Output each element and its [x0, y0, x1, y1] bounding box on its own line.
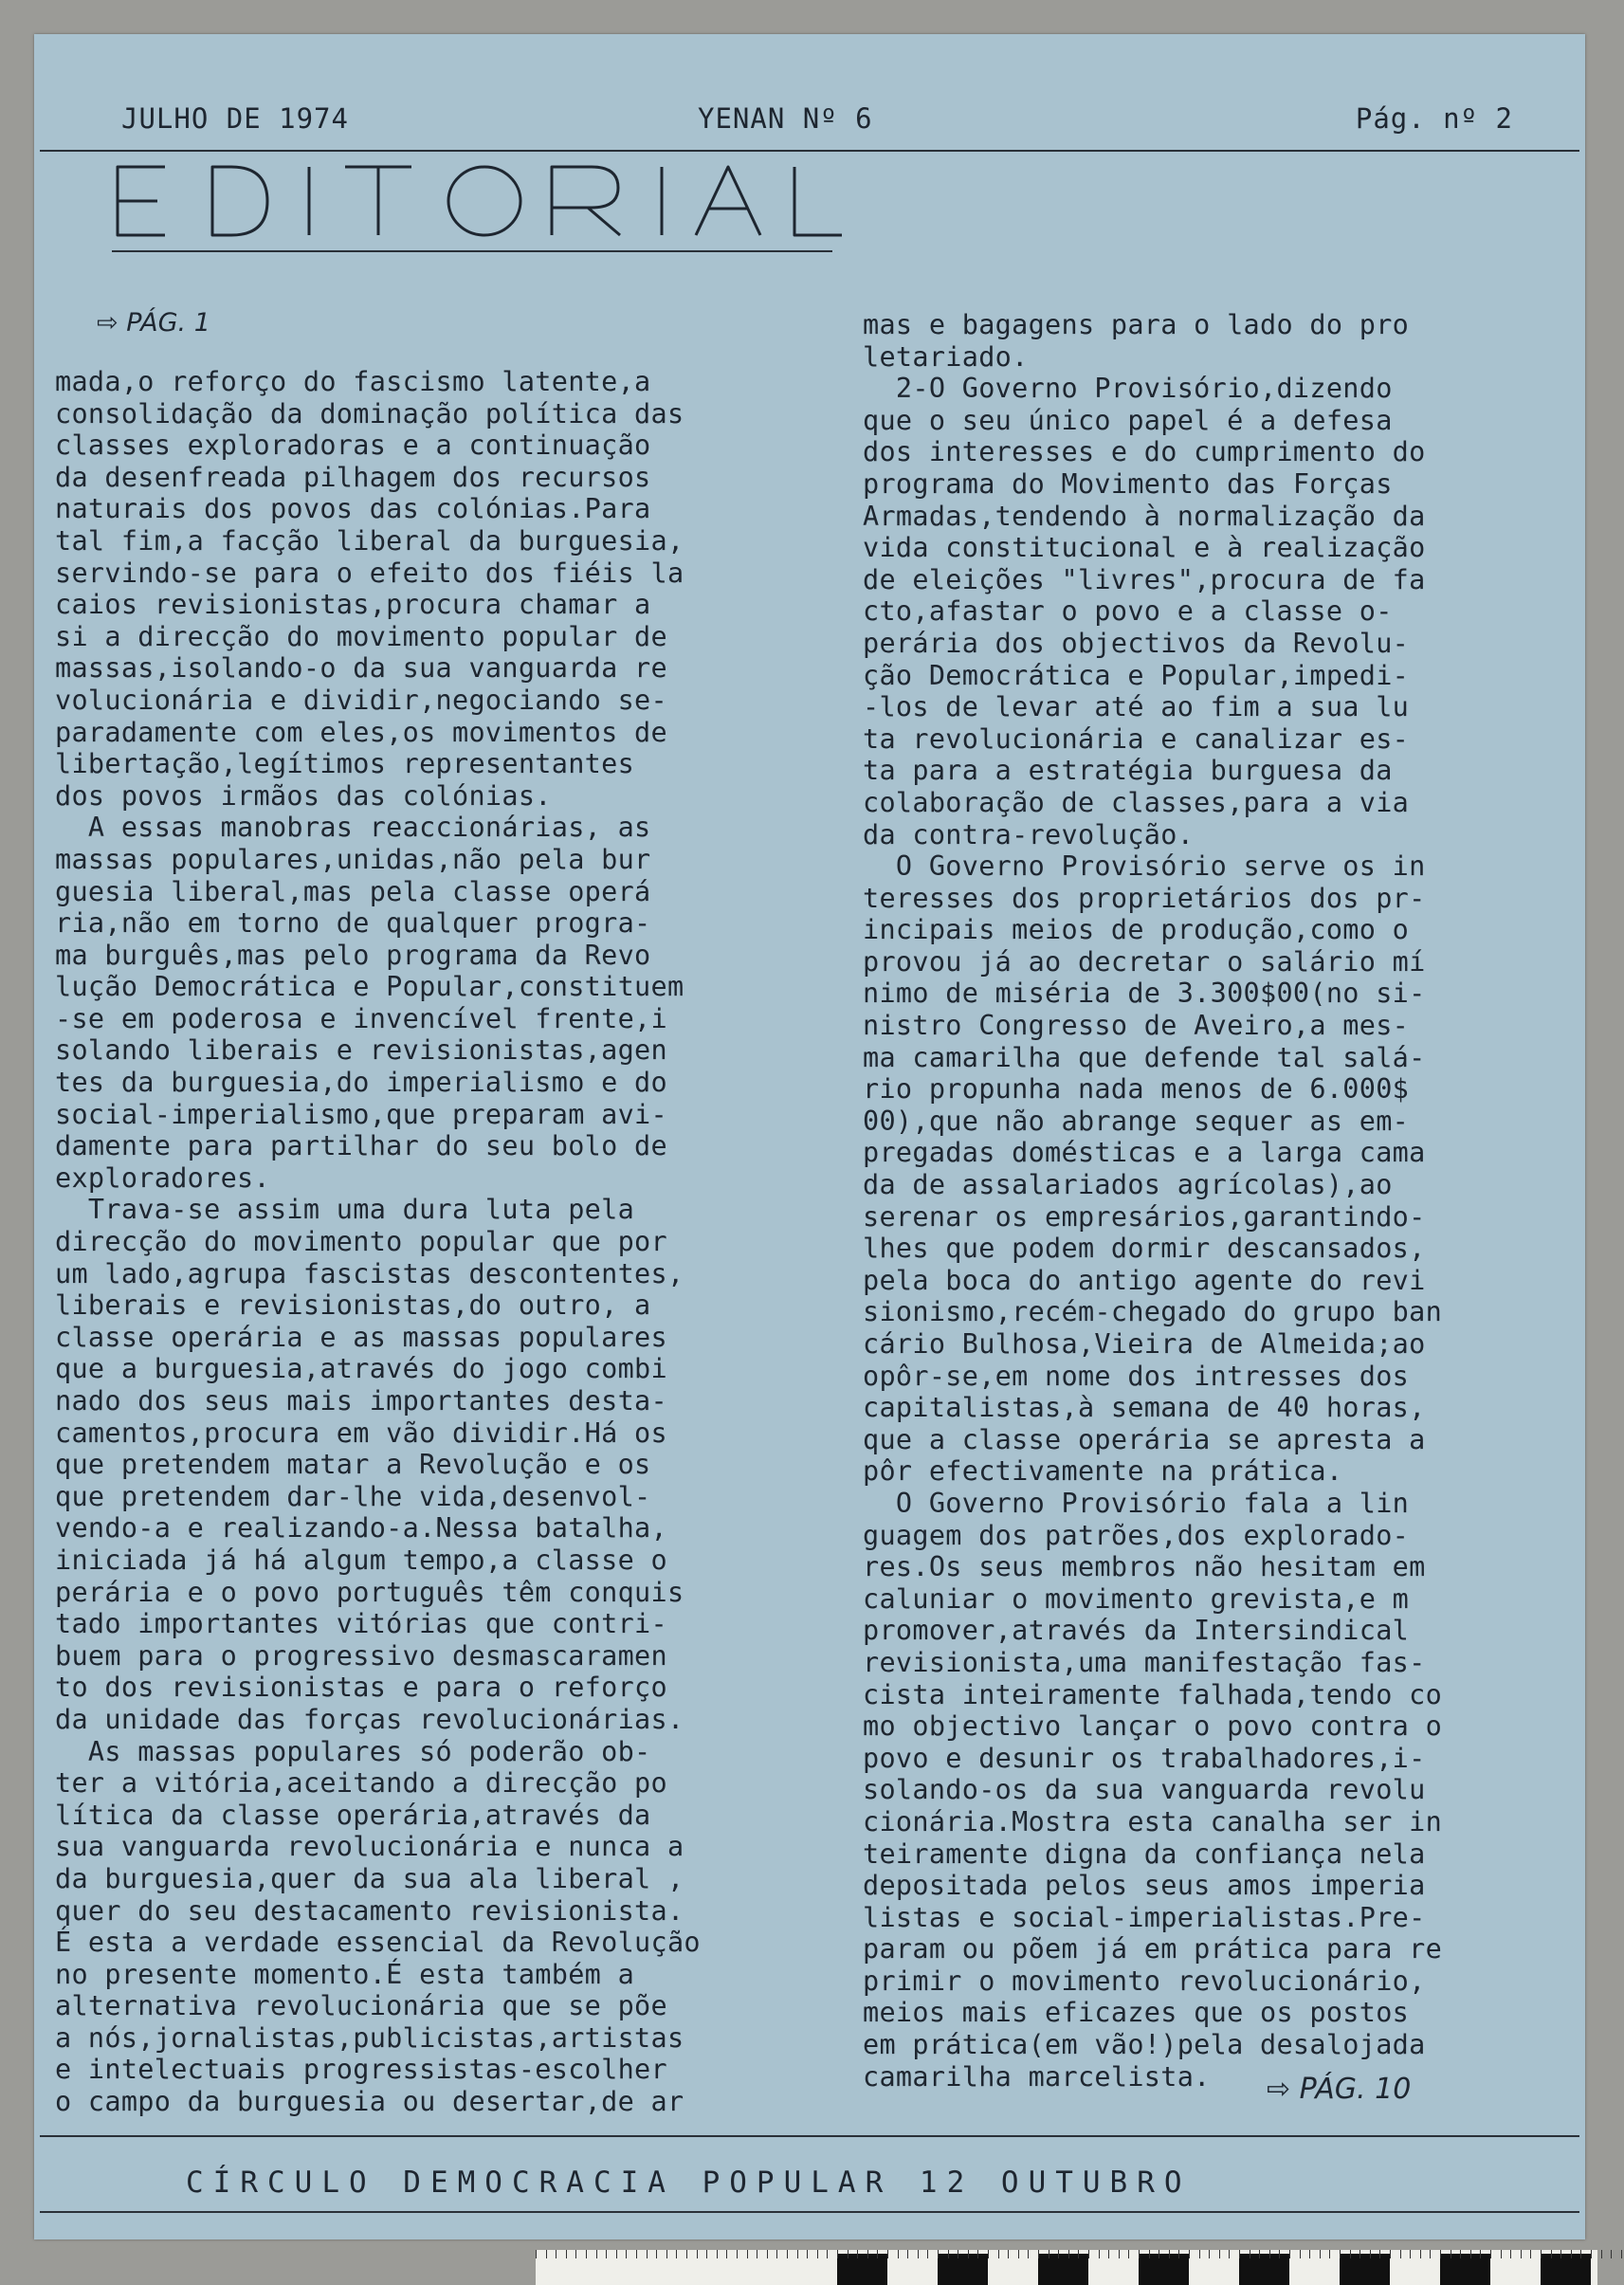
text-line: vida constitucional e à realização: [863, 532, 1426, 564]
text-line: vendo-a e realizando-a.Nessa batalha,: [55, 1512, 667, 1545]
text-line: e intelectuais progressistas-escolher: [55, 2054, 667, 2086]
text-line: direcção do movimento popular que por: [55, 1226, 667, 1258]
text-line: da de assalariados agrícolas),ao: [863, 1169, 1393, 1201]
ruler-tick: [1239, 2250, 1240, 2258]
newspaper-page: [34, 34, 1585, 2239]
ruler-tick: [1178, 2250, 1179, 2258]
ruler-tick: [1068, 2250, 1069, 2258]
ruler-tick: [596, 2250, 597, 2258]
text-line: serenar os empresários,garantindo-: [863, 1200, 1426, 1233]
text-line: cário Bulhosa,Vieira de Almeida;ao: [863, 1328, 1426, 1360]
ruler-tick: [918, 2250, 919, 2258]
text-line: paradamente com eles,os movimentos de: [55, 716, 667, 748]
text-line: ta para a estratégia burguesa da: [863, 755, 1393, 787]
text-line: buem para o progressivo desmascaramen: [55, 1639, 667, 1672]
ruler-tick: [1219, 2250, 1220, 2258]
ruler-tick: [626, 2250, 627, 2258]
text-line: cionária.Mostra esta canalha ser in: [863, 1805, 1443, 1837]
text-line: da desenfreada pilhagem dos recursos: [55, 461, 651, 493]
ruler-tick: [857, 2250, 858, 2258]
ruler-tick: [1400, 2250, 1401, 2258]
ruler-tick: [1329, 2250, 1330, 2258]
ruler-tick: [1309, 2250, 1310, 2258]
text-line: nistro Congresso de Aveiro,a mes-: [863, 1010, 1410, 1042]
ruler-tick: [887, 2250, 888, 2258]
ruler-tick: [787, 2250, 788, 2258]
header-issue: YENAN Nº 6: [698, 102, 873, 135]
text-line: classes exploradoras e a continuação: [55, 430, 651, 462]
ruler-tick: [1128, 2250, 1129, 2258]
text-line: da burguesia,quer da sua ala liberal ,: [55, 1862, 684, 1894]
text-line: ter a vitória,aceitando a direcção po: [55, 1767, 667, 1800]
text-line: ma camarilha que defende tal salá-: [863, 1041, 1426, 1073]
ruler-tick: [807, 2250, 808, 2258]
footer-rule-top: [40, 2135, 1579, 2137]
ruler-tick: [1370, 2250, 1371, 2258]
text-line: alternativa revolucionária que se põe: [55, 1990, 667, 2022]
text-line: dos povos irmãos das colónias.: [55, 779, 552, 812]
ruler-tick: [697, 2250, 698, 2258]
text-line: mada,o reforço do fascismo latente,a: [55, 366, 651, 397]
text-line: perária e o povo português têm conquis: [55, 1576, 684, 1608]
ruler-tick: [1018, 2250, 1019, 2258]
text-line: libertação,legítimos representantes: [55, 748, 635, 780]
ruler-tick: [1430, 2250, 1431, 2258]
ruler-tick: [1119, 2250, 1120, 2258]
text-line: dos interesses e do cumprimento do: [863, 436, 1426, 468]
ruler-tick: [717, 2250, 718, 2258]
ruler-tick: [706, 2250, 707, 2258]
text-line: listas e social-imperialistas.Pre-: [863, 1901, 1426, 1933]
ruler-tick: [776, 2250, 777, 2258]
ruler-tick: [837, 2250, 838, 2258]
ruler-tick: [575, 2250, 576, 2258]
text-line: volucionária e dividir,negociando se-: [55, 684, 667, 716]
ruler-tick: [1440, 2250, 1441, 2258]
ruler-tick: [556, 2250, 557, 2258]
text-line: primir o movimento revolucionário,: [863, 1965, 1426, 1997]
text-line: O Governo Provisório fala a lin: [863, 1487, 1410, 1519]
text-line: -los de levar até ao fim a sua lu: [863, 691, 1410, 723]
ruler-tick: [767, 2250, 768, 2258]
ruler-tick: [968, 2250, 969, 2258]
ruler-tick: [1480, 2250, 1481, 2258]
text-line: sua vanguarda revolucionária e nunca a: [55, 1831, 684, 1863]
text-line: pôr efectivamente na prática.: [863, 1455, 1343, 1488]
text-line: A essas manobras reaccionárias, as: [55, 812, 651, 844]
text-line: to dos revisionistas e para o reforço: [55, 1672, 667, 1704]
ruler-tick: [1269, 2250, 1270, 2258]
text-line: a nós,jornalistas,publicistas,artistas: [55, 2021, 684, 2054]
text-line: provou já ao decretar o salário mí: [863, 945, 1426, 978]
ruler-tick: [666, 2250, 667, 2258]
ruler-tick: [1460, 2250, 1461, 2258]
text-line: tes da burguesia,do imperialismo e do: [55, 1067, 667, 1099]
continued-to-marker: ⇨ PÁG. 10: [1267, 2073, 1412, 2106]
text-line: classe operária e as massas populares: [55, 1321, 667, 1353]
ruler-tick: [898, 2250, 899, 2258]
ruler-tick: [877, 2250, 878, 2258]
text-line: lítica da classe operária,através da: [55, 1799, 651, 1831]
text-line: incipais meios de produção,como o: [863, 914, 1410, 946]
ruler-block: [837, 2254, 887, 2285]
text-line: social-imperialismo,que preparam avi-: [55, 1098, 667, 1130]
text-line: promover,através da Intersindical: [863, 1615, 1410, 1647]
left-column-text: [55, 366, 701, 2118]
footer-organization: CÍRCULO DEMOCRACIA POPULAR 12 OUTUBRO: [186, 2166, 1192, 2200]
text-line: teresses dos proprietários dos pr-: [863, 882, 1426, 914]
text-line: tal fim,a facção liberal da burguesia,: [55, 524, 684, 557]
ruler-tick: [1088, 2250, 1089, 2258]
continued-from-marker: ⇨ PÁG. 1: [97, 308, 210, 338]
text-line: servindo-se para o efeito dos fiéis la: [55, 557, 684, 589]
text-line: iniciada já há algum tempo,a classe o: [55, 1544, 667, 1576]
ruler-tick: [1541, 2250, 1542, 2258]
ruler-tick: [1470, 2250, 1471, 2258]
text-line: meios mais eficazes que os postos: [863, 1997, 1410, 2029]
text-line: perária dos objectivos da Revolu-: [863, 627, 1410, 659]
text-line: O Governo Provisório serve os in: [863, 850, 1426, 883]
ruler-tick: [536, 2250, 537, 2258]
ruler-block: [1139, 2254, 1189, 2285]
text-line: si a direcção do movimento popular de: [55, 620, 667, 652]
ruler-block: [1239, 2254, 1289, 2285]
ruler-tick: [1209, 2250, 1210, 2258]
ruler-tick: [1350, 2250, 1351, 2258]
ruler-tick: [1621, 2250, 1622, 2258]
ruler-block: [1541, 2254, 1591, 2285]
ruler-tick: [938, 2250, 939, 2258]
text-line: tado importantes vitórias que contri-: [55, 1608, 667, 1640]
ruler-tick: [907, 2250, 908, 2258]
ruler-tick: [566, 2250, 567, 2258]
ruler-tick: [676, 2250, 677, 2258]
text-line: Armadas,tendendo à normalização da: [863, 500, 1426, 532]
ruler-tick: [988, 2250, 989, 2258]
ruler-tick: [737, 2250, 738, 2258]
text-line: ção Democrática e Popular,impedi-: [863, 659, 1410, 691]
text-line: um lado,agrupa fascistas descontentes,: [55, 1257, 684, 1289]
ruler-tick: [1199, 2250, 1200, 2258]
ruler-tick: [1551, 2250, 1552, 2258]
ruler-tick: [927, 2250, 928, 2258]
ruler-tick: [827, 2250, 828, 2258]
ruler-tick: [1560, 2250, 1561, 2258]
text-line: rio propunha nada menos de 6.000$: [863, 1073, 1410, 1106]
text-line: que pretendem matar a Revolução e os: [55, 1449, 651, 1481]
ruler-tick: [1028, 2250, 1029, 2258]
text-line: camarilha marcelista.: [863, 2060, 1211, 2093]
ruler-tick: [1501, 2250, 1502, 2258]
ruler-tick: [1259, 2250, 1260, 2258]
ruler-tick: [1038, 2250, 1039, 2258]
ruler-tick: [1340, 2250, 1341, 2258]
text-line: da contra-revolução.: [863, 818, 1195, 850]
text-line: liberais e revisionistas,do outro, a: [55, 1289, 651, 1322]
text-line: que pretendem dar-lhe vida,desenvol-: [55, 1480, 651, 1512]
ruler-tick: [1601, 2250, 1602, 2258]
ruler-tick: [1279, 2250, 1280, 2258]
text-line: ta revolucionária e canalizar es-: [863, 722, 1410, 755]
ruler-tick: [998, 2250, 999, 2258]
text-line: guagem dos patrões,dos explorado-: [863, 1519, 1410, 1551]
text-line: caios revisionistas,procura chamar a: [55, 589, 651, 621]
text-line: massas populares,unidas,não pela bur: [55, 843, 651, 875]
text-line: o campo da burguesia ou desertar,de ar: [55, 2086, 684, 2118]
text-line: no presente momento.É esta também a: [55, 1958, 635, 1990]
ruler-tick: [1099, 2250, 1100, 2258]
text-line: ria,não em torno de qualquer progra-: [55, 907, 651, 940]
ruler-tick: [1490, 2250, 1491, 2258]
ruler-tick: [948, 2250, 949, 2258]
text-line: pregadas domésticas e a larga cama: [863, 1137, 1426, 1169]
text-line: cto,afastar o povo e a classe o-: [863, 595, 1393, 628]
text-line: pela boca do antigo agente do revi: [863, 1264, 1426, 1296]
text-line: que a burguesia,através do jogo combi: [55, 1353, 667, 1385]
ruler-tick: [686, 2250, 687, 2258]
footer-rule-bottom: [40, 2211, 1579, 2213]
text-line: lhes que podem dormir descansados,: [863, 1233, 1426, 1265]
text-line: cista inteiramente falhada,tendo co: [863, 1678, 1443, 1710]
text-line: ma burguês,mas pelo programa da Revo: [55, 939, 651, 971]
text-line: teiramente digna da confiança nela: [863, 1837, 1426, 1870]
ruler-tick: [1580, 2250, 1581, 2258]
text-line: solando liberais e revisionistas,agen: [55, 1034, 667, 1067]
ruler-tick: [1078, 2250, 1079, 2258]
ruler-tick: [747, 2250, 748, 2258]
header-date: JULHO DE 1974: [121, 102, 349, 135]
text-line: opôr-se,em nome dos intresses dos: [863, 1360, 1410, 1392]
ruler-tick: [656, 2250, 657, 2258]
text-line: solando-os da sua vanguarda revolu: [863, 1774, 1426, 1806]
text-line: em prática(em vão!)pela desalojada: [863, 2029, 1426, 2061]
ruler-tick: [1169, 2250, 1170, 2258]
ruler-block: [938, 2254, 988, 2285]
ruler-tick: [1571, 2250, 1572, 2258]
text-line: quer do seu destacamento revisionista.: [55, 1894, 684, 1927]
text-line: depositada pelos seus amos imperia: [863, 1870, 1426, 1902]
text-line: consolidação da dominação política das: [55, 397, 684, 430]
ruler-tick: [867, 2250, 868, 2258]
text-line: da unidade das forças revolucionárias.: [55, 1703, 684, 1735]
text-line: sionismo,recém-chegado do grupo ban: [863, 1296, 1443, 1328]
text-line: mo objectivo lançar o povo contra o: [863, 1710, 1443, 1743]
text-line: damente para partilhar do seu bolo de: [55, 1130, 667, 1162]
ruler-tick: [546, 2250, 547, 2258]
ruler-tick: [817, 2250, 818, 2258]
text-line: -se em poderosa e invencível frente,i: [55, 1002, 667, 1034]
header-page-number: Pág. nº 2: [1355, 102, 1513, 135]
ruler-tick: [1410, 2250, 1411, 2258]
ruler-tick: [1530, 2250, 1531, 2258]
ruler-tick: [1229, 2250, 1230, 2258]
text-line: nado dos seus mais importantes desta-: [55, 1385, 667, 1417]
ruler-block: [1340, 2254, 1390, 2285]
text-line: nimo de miséria de 3.300$00(no si-: [863, 978, 1426, 1010]
ruler-tick: [1189, 2250, 1190, 2258]
ruler-tick: [1149, 2250, 1150, 2258]
text-line: povo e desunir os trabalhadores,i-: [863, 1742, 1426, 1774]
ruler-tick: [616, 2250, 617, 2258]
ruler-tick: [1108, 2250, 1109, 2258]
ruler-tick: [1521, 2250, 1522, 2258]
text-line: guesia liberal,mas pela classe operá: [55, 875, 651, 907]
ruler-tick: [1008, 2250, 1009, 2258]
text-line: que o seu único papel é a defesa: [863, 404, 1393, 436]
ruler-tick: [606, 2250, 607, 2258]
ruler-tick: [1510, 2250, 1511, 2258]
text-line: capitalistas,à semana de 40 horas,: [863, 1392, 1426, 1424]
ruler-tick: [1289, 2250, 1290, 2258]
ruler-tick: [647, 2250, 648, 2258]
text-line: caluniar o movimento grevista,e m: [863, 1582, 1410, 1615]
text-line: revisionista,uma manifestação fas-: [863, 1646, 1426, 1678]
text-line: É esta a verdade essencial da Revolução: [55, 1927, 701, 1959]
ruler-tick: [1379, 2250, 1380, 2258]
scale-ruler: [536, 2250, 1597, 2285]
ruler-tick: [1420, 2250, 1421, 2258]
ruler-tick: [1611, 2250, 1612, 2258]
text-line: 00),que não abrange sequer as em-: [863, 1105, 1410, 1137]
ruler-tick: [1300, 2250, 1301, 2258]
text-line: de eleições "livres",procura de fa: [863, 563, 1426, 595]
ruler-tick: [636, 2250, 637, 2258]
text-line: massas,isolando-o da sua vanguarda re: [55, 652, 667, 685]
ruler-tick: [797, 2250, 798, 2258]
ruler-tick: [1058, 2250, 1059, 2258]
text-line: 2-O Governo Provisório,dizendo: [863, 373, 1393, 405]
text-line: programa do Movimento das Forças: [863, 467, 1393, 500]
text-line: param ou põem já em prática para re: [863, 1933, 1443, 1965]
title-underline: [112, 250, 832, 252]
ruler-tick: [726, 2250, 727, 2258]
text-line: Trava-se assim uma dura luta pela: [55, 1194, 635, 1226]
right-column-text: [863, 309, 1442, 2093]
ruler-tick: [1359, 2250, 1360, 2258]
ruler-block: [1440, 2254, 1490, 2285]
text-line: mas e bagagens para o lado do pro: [863, 309, 1410, 340]
text-line: exploradores.: [55, 1161, 270, 1194]
ruler-tick: [1320, 2250, 1321, 2258]
text-line: res.Os seus membros não hesitam em: [863, 1551, 1426, 1583]
text-line: naturais dos povos das colónias.Para: [55, 493, 651, 525]
ruler-tick: [977, 2250, 978, 2258]
text-line: camentos,procura em vão dividir.Há os: [55, 1417, 667, 1449]
text-line: letariado.: [863, 340, 1029, 373]
ruler-tick: [1591, 2250, 1592, 2258]
ruler-tick: [586, 2250, 587, 2258]
text-line: As massas populares só poderão ob-: [55, 1735, 651, 1767]
editorial-title: [110, 155, 849, 250]
text-line: que a classe operária se apresta a: [863, 1423, 1426, 1455]
ruler-tick: [1139, 2250, 1140, 2258]
text-line: lução Democrática e Popular,constituem: [55, 971, 684, 1003]
header-rule: [40, 150, 1579, 152]
ruler-tick: [1390, 2250, 1391, 2258]
ruler-block: [1038, 2254, 1088, 2285]
text-line: colaboração de classes,para a via: [863, 786, 1410, 818]
